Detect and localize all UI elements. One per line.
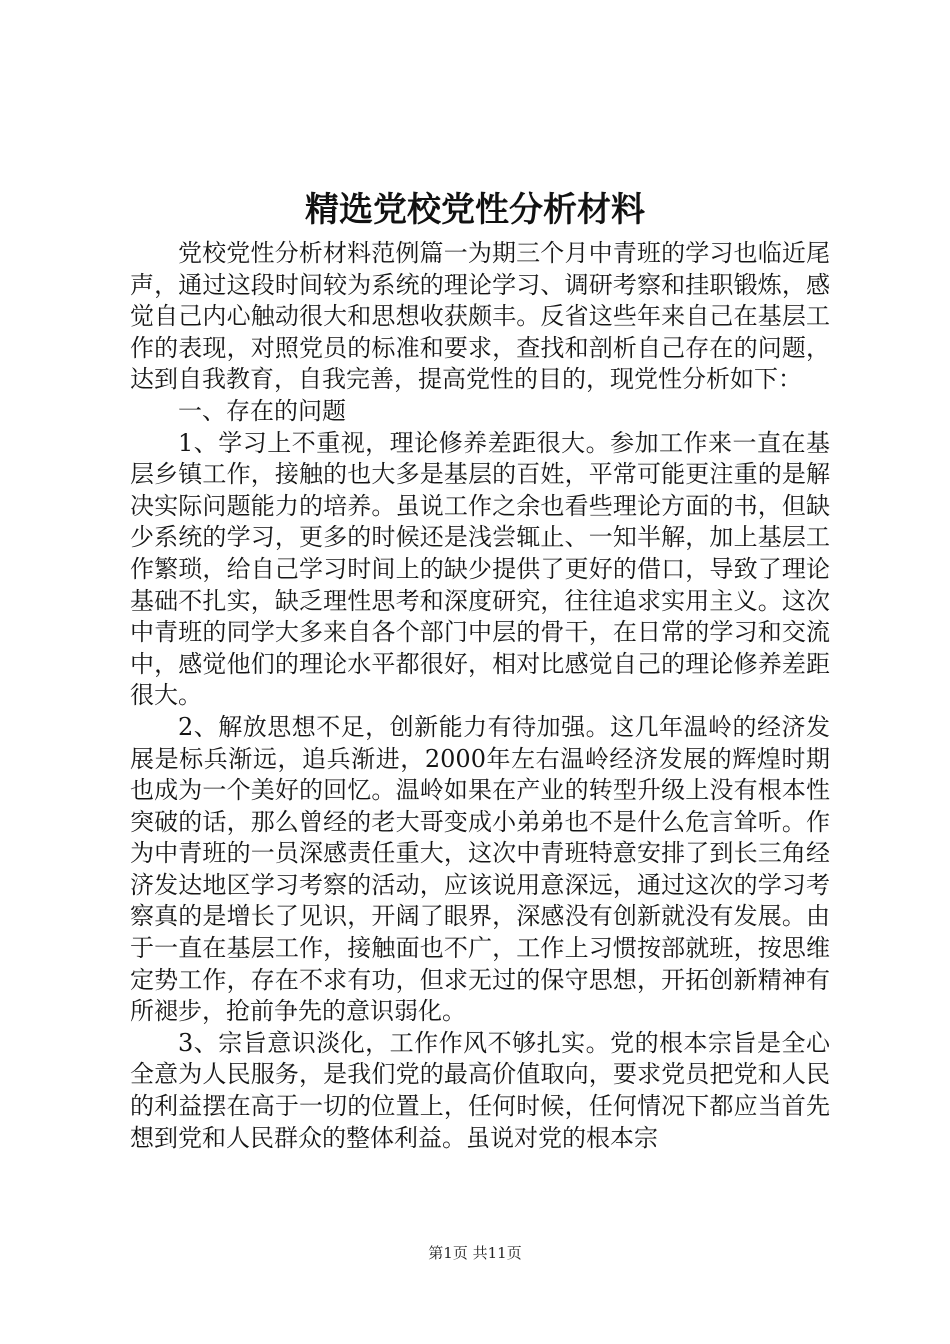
- document-title: 精选党校党性分析材料: [305, 190, 645, 230]
- intro-paragraph: 党校党性分析材料范例篇一为期三个月中青班的学习也临近尾声，通过这段时间较为系统的理论学习、调研考察和挂职锻炼，感觉自己内心触动很大和思想收获颇丰。反省这些年来自己在基层工作的表现，对照党员的标准和要求，查找和剖析自己存在的问题，达到自我教育，自我完善，提高党性的目的，现党性分析如下：: [130, 239, 830, 394]
- page-number-footer: 第1页 共11页: [428, 1244, 522, 1262]
- problem-3-paragraph: 3、宗旨意识淡化，工作作风不够扎实。党的根本宗旨是全心全意为人民服务，是我们党的最高价值取向，要求党员把党和人民的利益摆在高于一切的位置上，任何时候，任何情况下都应当首先想到党和人民群众的整体利益。虽说对党的根本宗: [130, 1028, 830, 1152]
- problem-2-paragraph: 2、解放思想不足，创新能力有待加强。这几年温岭的经济发展是标兵渐远，追兵渐进，2000年左右温岭经济发展的辉煌时期也成为一个美好的回忆。温岭如果在产业的转型升级上没有根本性突破的话，那么曾经的老大哥变成小弟弟也不是什么危言耸听。作为中青班的一员深感责任重大，这次中青班特意安排了到长三角经济发达地区学习考察的活动，应该说用意深远，通过这次的学习考察真的是增长了见识，开阔了眼界，深感没有创新就没有发展。由于一直在基层工作，接触面也不广，工作上习惯按部就班，按思维定势工作，存在不求有功，但求无过的保守思想，开拓创新精神有所褪步，抢前争先的意识弱化。: [130, 712, 830, 1026]
- document-body: [130, 238, 830, 1154]
- section-heading-problems: 一、存在的问题: [178, 396, 346, 425]
- problem-1-paragraph: 1、学习上不重视，理论修养差距很大。参加工作来一直在基层乡镇工作，接触的也大多是基层的百姓，平常可能更注重的是解决实际问题能力的培养。虽说工作之余也看些理论方面的书，但缺少系统的学习，更多的时候还是浅尝辄止、一知半解，加上基层工作繁琐，给自己学习时间上的缺少提供了更好的借口，导致了理论基础不扎实，缺乏理性思考和深度研究，往往追求实用主义。这次中青班的同学大多来自各个部门中层的骨干，在日常的学习和交流中，感觉他们的理论水平都很好，相对比感觉自己的理论修养差距很大。: [130, 428, 830, 710]
